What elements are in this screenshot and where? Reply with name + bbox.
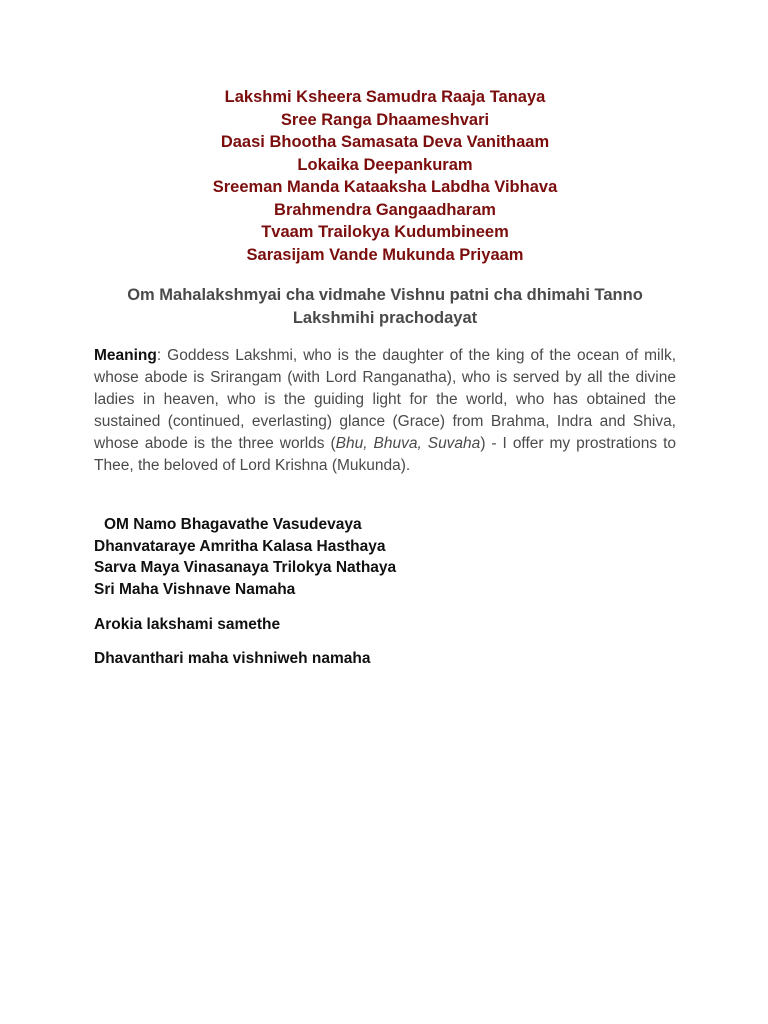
mantra-line: Sri Maha Vishnave Namaha <box>94 580 296 598</box>
gayatri-mantra: Om Mahalakshmyai cha vidmahe Vishnu patni cha dhimahi Tanno Lakshmihi prachodayat <box>127 286 643 327</box>
meaning-paragraph <box>94 345 676 477</box>
mantra-line: OM Namo Bhagavathe Vasudevaya <box>104 516 362 533</box>
lakshmi-verse <box>94 86 676 266</box>
meaning-text: : Goddess Lakshmi, who is the daughter of the king of the ocean of milk, whose abode is Srirangam (with Lord Ranganatha), who is served by all the divine ladies in heaven, who is the guiding light for the world, who has obtained the sustained (continued, everlasting) glance (Grace) from Brahma, Indra and Shiva, whose abode is the three worlds ( <box>94 347 676 452</box>
closing-line-1: Arokia lakshami samethe <box>94 616 281 633</box>
verse-line: Tvaam Trailokya Kudumbineem <box>261 223 509 241</box>
verse-line: Lakshmi Ksheera Samudra Raaja Tanaya <box>224 88 546 106</box>
verse-line: Daasi Bhootha Samasata Deva Vanithaam <box>220 133 550 151</box>
meaning-label: Meaning <box>94 347 157 364</box>
verse-line: Brahmendra Gangaadharam <box>274 200 496 219</box>
three-worlds-text: Bhu, Bhuva, Suvaha <box>335 435 481 452</box>
meaning-text-end: ) - I offer my prostrations to Thee, the beloved of Lord Krishna (Mukunda). <box>94 435 676 474</box>
verse-line: Sree Ranga Dhaameshvari <box>280 110 490 129</box>
mantra-line: Dhanvataraye Amritha Kalasa Hasthaya <box>94 537 386 555</box>
closing-line-2: Dhavanthari maha vishniweh namaha <box>94 650 371 667</box>
verse-line: Sreeman Manda Kataaksha Labdha Vibhava <box>212 178 558 196</box>
mantra-line: Sarva Maya Vinasanaya Trilokya Nathaya <box>94 559 397 576</box>
verse-line: Sarasijam Vande Mukunda Priyaam <box>246 245 524 264</box>
verse-line: Lokaika Deepankuram <box>297 155 473 174</box>
dhanvantari-mantra <box>94 514 676 600</box>
